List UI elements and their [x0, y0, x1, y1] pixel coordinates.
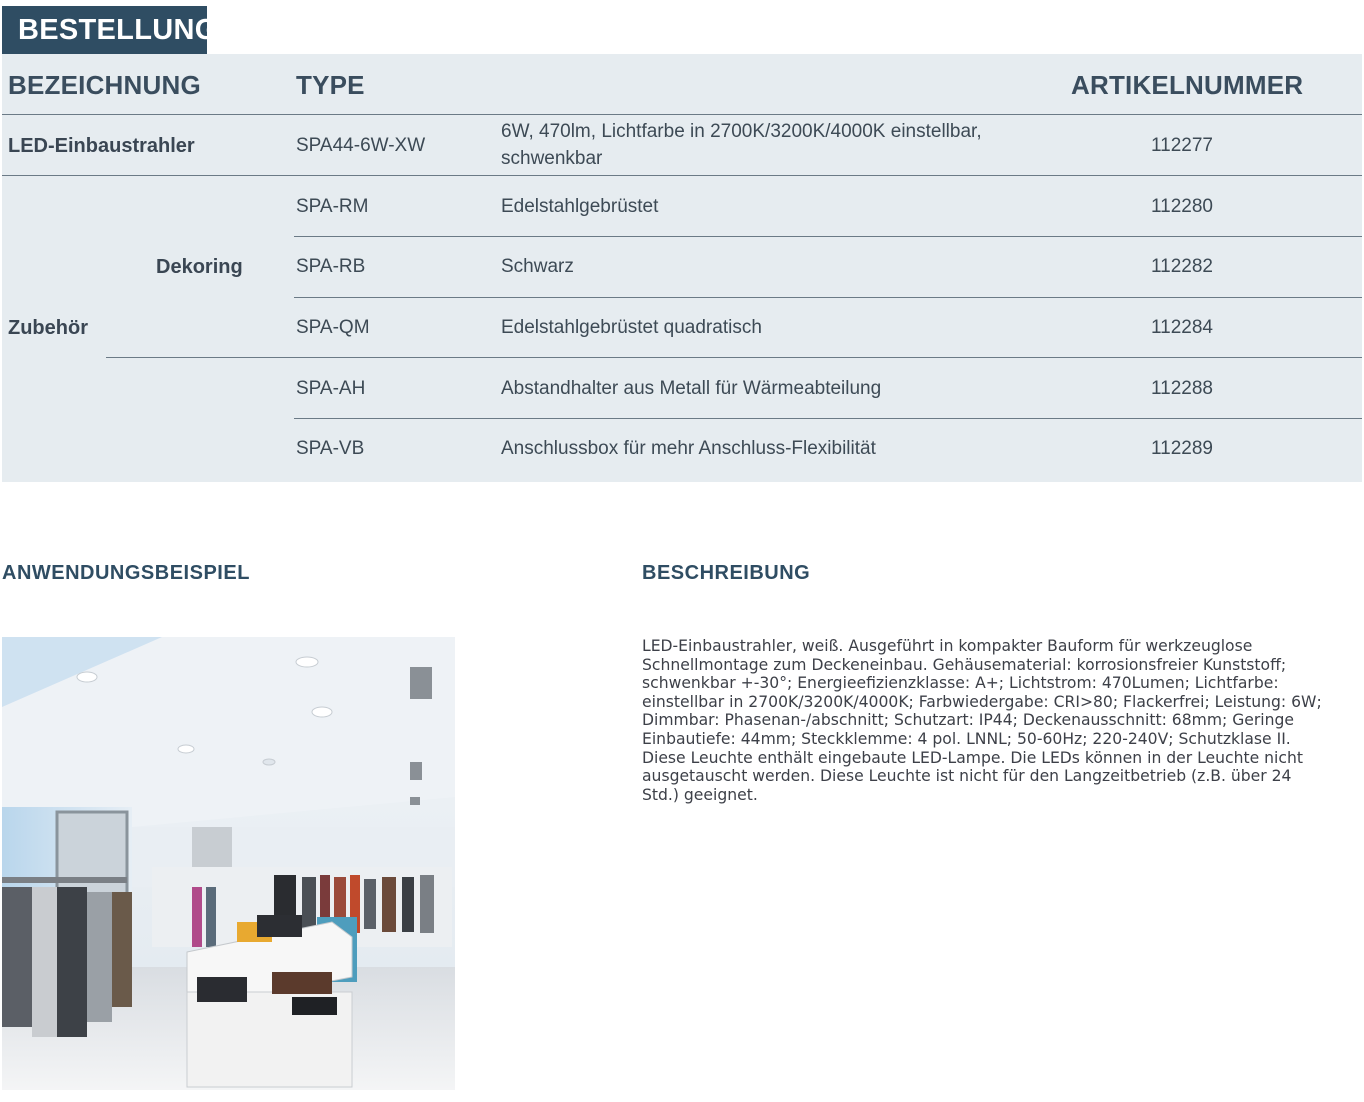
row-artikelnummer: 112280: [1151, 196, 1213, 217]
section-title-beschreibung: BESCHREIBUNG: [642, 562, 811, 584]
application-photo: [2, 637, 455, 1090]
row-description-line2: schwenkbar: [501, 148, 603, 169]
row-description: Edelstahlgebrüstet quadratisch: [501, 317, 762, 338]
table-divider: [294, 418, 1362, 419]
table-divider: [294, 297, 1362, 298]
row-artikelnummer: 112288: [1151, 378, 1213, 399]
table-divider: [294, 236, 1362, 237]
description-line: schwenkbar +-30°; Energieefizienzklasse: A+; Lichtstrom: 470Lumen; Lichtfarbe:: [642, 674, 1279, 693]
description-line: ausgetauscht werden. Diese Leuchte ist nicht für den Langzeitbetrieb (z.B. über 24: [642, 767, 1292, 786]
description-line: Std.) geeignet.: [642, 785, 758, 804]
row-artikelnummer: 112277: [1151, 135, 1213, 156]
group-label-zubehoer: Zubehör: [8, 317, 88, 339]
row-type: SPA-VB: [296, 438, 365, 459]
row-type: SPA-RB: [296, 256, 366, 277]
column-header-artikelnummer: ARTIKELNUMMER: [1071, 70, 1304, 100]
section-title-anwendungsbeispiel: ANWENDUNGSBEISPIEL: [2, 562, 250, 584]
row-type: SPA-RM: [296, 196, 369, 217]
column-header-bezeichnung: BEZEICHNUNG: [8, 70, 201, 100]
row-type: SPA-AH: [296, 378, 366, 399]
description-line: Einbautiefe: 44mm; Steckklemme: 4 pol. LNNL; 50-60Hz; 220-240V; Schutzklase II.: [642, 729, 1291, 748]
table-divider: [2, 175, 1362, 176]
row-description: Abstandhalter aus Metall für Wärmeabteilung: [501, 378, 882, 399]
row-description: Edelstahlgebrüstet: [501, 196, 659, 217]
row-description-line1: 6W, 470lm, Lichtfarbe in 2700K/3200K/4000K einstellbar,: [501, 121, 982, 142]
row-description: Anschlussbox für mehr Anschluss-Flexibilität: [501, 438, 876, 459]
row-bezeichnung-led-einbaustrahler: LED-Einbaustrahler: [8, 135, 195, 157]
row-type: SPA44-6W-XW: [296, 135, 426, 156]
row-type: SPA-QM: [296, 317, 370, 338]
column-header-type: TYPE: [296, 70, 365, 100]
row-artikelnummer: 112289: [1151, 438, 1213, 459]
row-artikelnummer: 112284: [1151, 317, 1213, 338]
table-divider: [2, 114, 1362, 115]
table-divider: [106, 357, 1362, 358]
row-description: Schwarz: [501, 256, 574, 277]
subgroup-label-dekoring: Dekoring: [156, 256, 243, 278]
description-text: [642, 637, 1358, 804]
row-artikelnummer: 112282: [1151, 256, 1213, 277]
description-line: LED-Einbaustrahler, weiß. Ausgeführt in kompakter Bauform für werkzeuglose: [642, 637, 1253, 655]
description-line: Diese Leuchte enthält eingebaute LED-Lampe. Die LEDs können in der Leuchte nicht: [642, 748, 1303, 767]
description-line: Dimmbar: Phasenan-/abschnitt; Schutzart: IP44; Deckenausschnitt: 68mm; Geringe: [642, 711, 1295, 730]
description-line: einstellbar in 2700K/3200K/4000K; Farbwiedergabe: CRI>80; Flackerfrei; Leistung: 6W;: [642, 692, 1322, 711]
section-tab-bestellung: BESTELLUNG: [2, 6, 207, 55]
description-line: Schnellmontage zum Deckeneinbau. Gehäusematerial: korrosionsfreier Kunststoff;: [642, 655, 1287, 674]
